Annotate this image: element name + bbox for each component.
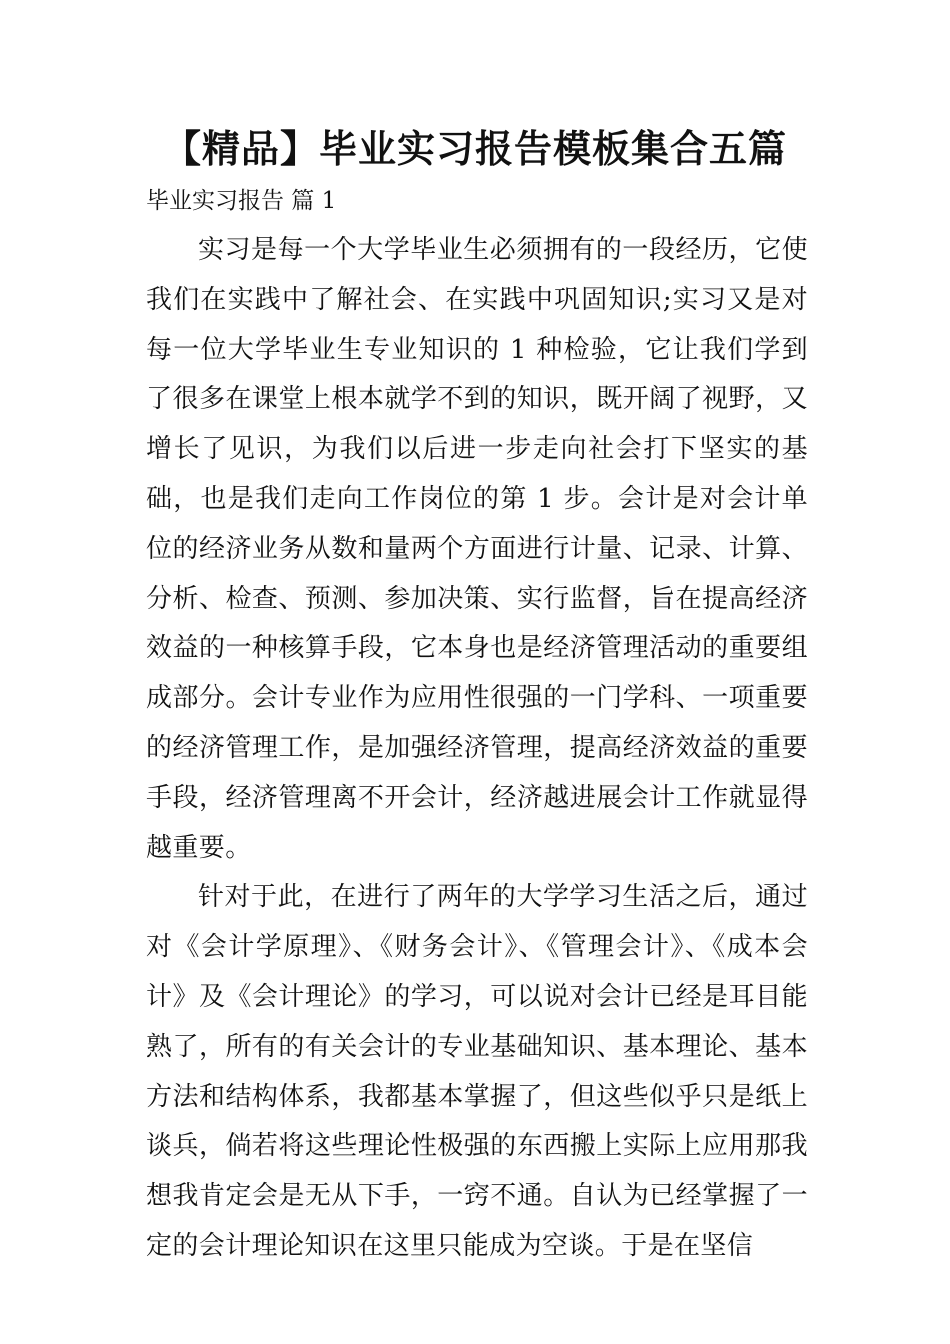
paragraph-1: 实习是每一个大学毕业生必须拥有的一段经历，它使我们在实践中了解社会、在实践中巩固知识;实习又是对每一位大学毕业生专业知识的 1 种检验，它让我们学到了很多在课堂上根本就学不到的知识，既开阔了视野，又增长了见识，为我们以后进一步走向社会打下坚实的基础，也是我们走向工作岗位的第 1 步。会计是对会计单位的经济业务从数和量两个方面进行计量、记录、计算、分析、检查、预测、参加决策、实行监督，旨在提高经济效益的一种核算手段，它本身也是经济管理活动的重要组成部分。会计专业作为应用性很强的一门学科、一项重要的经济管理工作，是加强经济管理，提高经济效益的重要手段，经济管理离不开会计，经济越进展会计工作就显得越重要。 [146, 235, 808, 863]
section-heading: 毕业实习报告 篇 1 [146, 188, 337, 214]
paragraph-2: 针对于此，在进行了两年的大学学习生活之后，通过对《会计学原理》、《财务会计》、《管理会计》、《成本会计》及《会计理论》的学习，可以说对会计已经是耳目能熟了，所有的有关会计的专业基础知识、基本理论、基本方法和结构体系，我都基本掌握了，但这些似乎只是纸上谈兵，倘若将这些理论性极强的东西搬上实际上应用那我想我肯定会是无从下手，一窍不通。自认为已经掌握了一定的会计理论知识在这里只能成为空谈。于是在坚信 [146, 882, 808, 1261]
document-title: 【精品】毕业实习报告模板集合五篇 [162, 127, 787, 171]
document-body [146, 226, 808, 1272]
